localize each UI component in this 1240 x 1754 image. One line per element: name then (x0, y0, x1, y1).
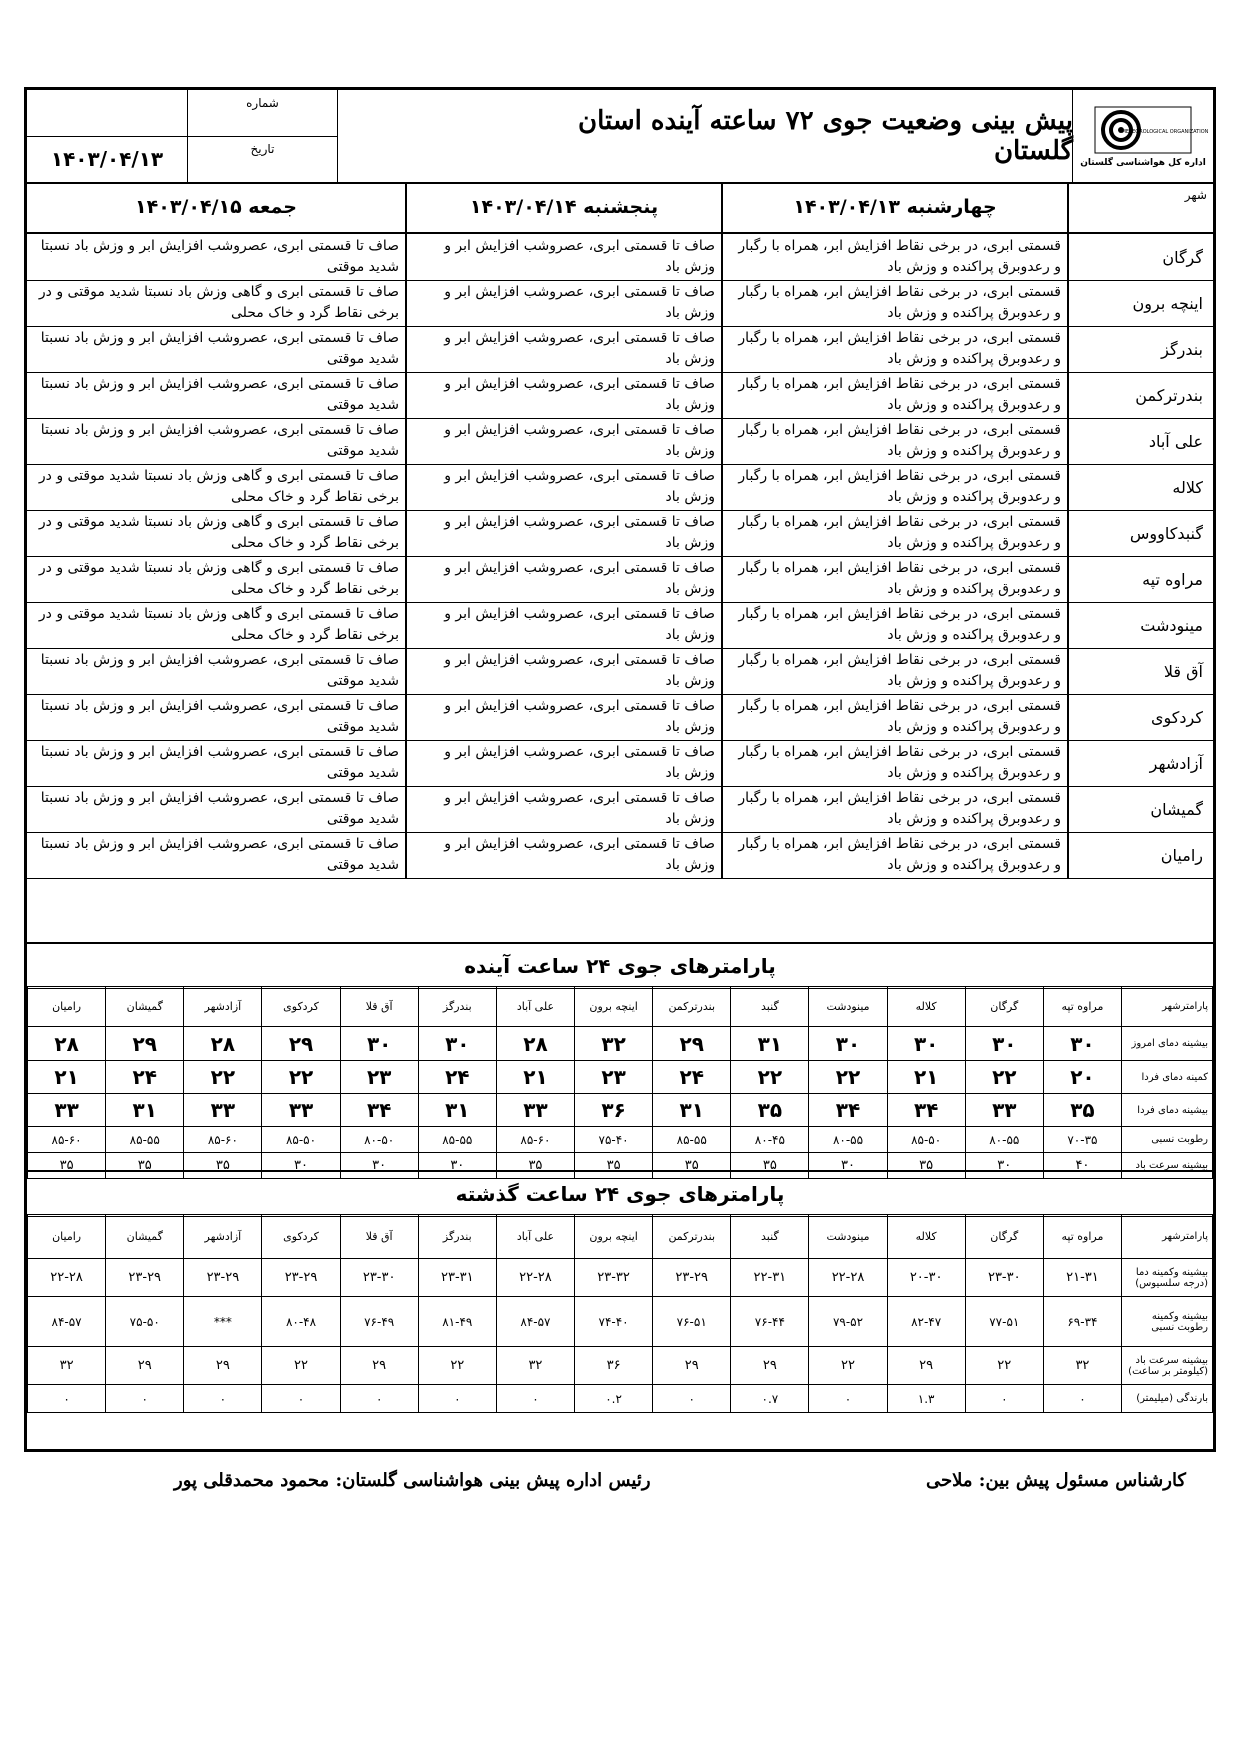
forecast-row (27, 510, 1213, 557)
param-value: ۲۳ (575, 1061, 653, 1094)
param-value: ۰ (262, 1385, 340, 1413)
param-value: ۶۹-۳۴ (1043, 1297, 1121, 1347)
param-row (28, 1259, 1213, 1297)
forecast-d1: قسمتی ابری، در برخی نقاط افزایش ابر، همراه با رگبار و رعدوبرق پراکنده و وزش باد (721, 648, 1067, 694)
param-value: ۲۲ (731, 1061, 809, 1094)
param-city-header: رامیان (28, 1215, 106, 1259)
date-label: تاریخ (187, 136, 337, 182)
date-value: ۱۴۰۳/۰۴/۱۳ (50, 147, 164, 171)
param-value: ۳۳ (965, 1094, 1043, 1127)
param-value: ۰ (340, 1385, 418, 1413)
param-value: ۸۵-۵۵ (106, 1127, 184, 1153)
param-city-header: اینچه برون (575, 1215, 653, 1259)
forecast-d2: صاف تا قسمتی ابری، عصروشب افزایش ابر و وزش باد (405, 326, 721, 372)
param-city-header: اینچه برون (575, 987, 653, 1027)
param-value: ۳۰ (418, 1027, 496, 1061)
param-value: ۰ (418, 1385, 496, 1413)
param-value: ۲۲-۲۸ (28, 1259, 106, 1297)
param-city-header: آزادشهر (184, 1215, 262, 1259)
param-city-header: رامیان (28, 987, 106, 1027)
param-row (28, 1385, 1213, 1413)
forecast-d3: صاف تا قسمتی ابری، عصروشب افزایش ابر و وزش باد نسبتا شدید موقتی (40, 744, 399, 781)
param-row (28, 1347, 1213, 1385)
param-value: ۰ (653, 1385, 731, 1413)
params-past-table (27, 1214, 1213, 1413)
city-name: مراوه تپه (1067, 556, 1213, 602)
param-value: ۳۰ (418, 1153, 496, 1179)
param-value: ۸۵-۶۰ (184, 1127, 262, 1153)
param-city-header: گنبد (731, 1215, 809, 1259)
param-value: ۲۳-۳۰ (340, 1259, 418, 1297)
param-value: ۲۲-۳۱ (731, 1259, 809, 1297)
city-name: مینودشت (1067, 602, 1213, 648)
param-value: ۲۳-۳۰ (965, 1259, 1043, 1297)
param-city-header: کلاله (887, 987, 965, 1027)
param-city-header: مراوه تپه (1043, 987, 1121, 1027)
param-value: ۲۱ (887, 1061, 965, 1094)
param-value: ۳۵ (184, 1153, 262, 1179)
param-value: ۸۲-۴۷ (887, 1297, 965, 1347)
param-row (28, 1297, 1213, 1347)
param-value: ۲۳-۳۲ (575, 1259, 653, 1297)
day-header-2: پنجشنبه ۱۴۰۳/۰۴/۱۴ (405, 182, 721, 234)
forecast-sheet (24, 87, 1216, 1452)
param-value: ۷۷-۵۱ (965, 1297, 1043, 1347)
forecast-d3: صاف تا قسمتی ابری و گاهی وزش باد نسبتا شدید موقتی و در برخی نقاط گرد و خاک محلی (38, 606, 399, 643)
city-name: گنبدکاووس (1067, 510, 1213, 556)
param-value: ۳۵ (575, 1153, 653, 1179)
param-value: ۳۶ (575, 1094, 653, 1127)
param-label: بیشینه وکمینه دما (درجه سلسیوس) (1122, 1259, 1213, 1297)
forecast-row (27, 648, 1213, 695)
forecast-d3: صاف تا قسمتی ابری، عصروشب افزایش ابر و وزش باد نسبتا شدید موقتی (40, 422, 399, 459)
forecast-d1: قسمتی ابری، در برخی نقاط افزایش ابر، همراه با رگبار و رعدوبرق پراکنده و وزش باد (721, 556, 1067, 602)
header (27, 90, 1213, 184)
param-value: ۲۹ (731, 1347, 809, 1385)
param-value: ۲۲ (809, 1347, 887, 1385)
param-value: ۲۱-۳۱ (1043, 1259, 1121, 1297)
forecast-d3: صاف تا قسمتی ابری، عصروشب افزایش ابر و وزش باد نسبتا شدید موقتی (40, 698, 399, 735)
param-value: ۲۳-۲۹ (106, 1259, 184, 1297)
forecast-d1: قسمتی ابری، در برخی نقاط افزایش ابر، همراه با رگبار و رعدوبرق پراکنده و وزش باد (721, 418, 1067, 464)
param-value: ۲۹ (184, 1347, 262, 1385)
forecast-d2: صاف تا قسمتی ابری، عصروشب افزایش ابر و وزش باد (405, 510, 721, 556)
city-name: آزادشهر (1067, 740, 1213, 786)
param-value: ۳۰ (262, 1153, 340, 1179)
param-value: ۸۵-۵۰ (262, 1127, 340, 1153)
page-title: پیش بینی وضعیت جوی ۷۲ ساعته آینده استان گلستان (578, 106, 1073, 166)
param-value: ۳۴ (340, 1094, 418, 1127)
param-value: ۸۰-۴۵ (731, 1127, 809, 1153)
param-value: ۲۲-۲۸ (496, 1259, 574, 1297)
param-value: ۳۱ (418, 1094, 496, 1127)
param-header-label: پارامترشهر (1122, 1215, 1213, 1259)
param-city-header: آق قلا (340, 987, 418, 1027)
param-label: بیشینه وکمینه رطوبت نسبی (1122, 1297, 1213, 1347)
param-city-header: بندرترکمن (653, 1215, 731, 1259)
param-value: ۳۵ (731, 1153, 809, 1179)
forecast-d1: قسمتی ابری، در برخی نقاط افزایش ابر، همراه با رگبار و رعدوبرق پراکنده و وزش باد (721, 280, 1067, 326)
param-value: ۷۴-۴۰ (575, 1297, 653, 1347)
param-value: ۰.۲ (575, 1385, 653, 1413)
param-value: ۲۹ (653, 1027, 731, 1061)
city-name: کردکوی (1067, 694, 1213, 740)
param-city-header: آق قلا (340, 1215, 418, 1259)
forecast-d2: صاف تا قسمتی ابری، عصروشب افزایش ابر و وزش باد (405, 602, 721, 648)
param-value: ۳۲ (28, 1347, 106, 1385)
forecast-row (27, 694, 1213, 741)
day-header-3: جمعه ۱۴۰۳/۰۴/۱۵ (27, 182, 405, 234)
param-value: ۰ (496, 1385, 574, 1413)
param-city-header: گنبد (731, 987, 809, 1027)
param-value: ۷۶-۴۹ (340, 1297, 418, 1347)
param-value: ۲۳-۲۹ (184, 1259, 262, 1297)
param-value: ۱.۳ (887, 1385, 965, 1413)
forecast-d3: صاف تا قسمتی ابری، عصروشب افزایش ابر و وزش باد نسبتا شدید موقتی (40, 790, 399, 827)
param-value: ۲۲ (965, 1061, 1043, 1094)
logo-icon (1093, 105, 1209, 155)
param-label: رطوبت نسبی (1122, 1127, 1213, 1153)
meta-box (27, 90, 338, 182)
param-header-label: پارامترشهر (1122, 987, 1213, 1027)
forecast-d2: صاف تا قسمتی ابری، عصروشب افزایش ابر و وزش باد (405, 832, 721, 878)
param-value: ۲۲ (418, 1347, 496, 1385)
param-value: ۳۱ (731, 1027, 809, 1061)
param-value: ۷۶-۴۴ (731, 1297, 809, 1347)
param-value: ۰ (809, 1385, 887, 1413)
param-value: ۳۰ (887, 1027, 965, 1061)
param-value: ۳۰ (965, 1153, 1043, 1179)
param-value: ۳۰ (1043, 1027, 1121, 1061)
forecast-d3: صاف تا قسمتی ابری و گاهی وزش باد نسبتا شدید موقتی و در برخی نقاط گرد و خاک محلی (38, 468, 399, 505)
param-value: ۴۰ (1043, 1153, 1121, 1179)
city-name: رامیان (1067, 832, 1213, 878)
param-value: ۳۰ (340, 1153, 418, 1179)
param-city-header: کردکوی (262, 987, 340, 1027)
forecast-d2: صاف تا قسمتی ابری، عصروشب افزایش ابر و وزش باد (405, 234, 721, 280)
param-value: ۸۰-۵۰ (340, 1127, 418, 1153)
number-label: شماره (187, 90, 337, 136)
logo-caption: اداره کل هواشناسی گلستان (1080, 157, 1206, 168)
day-header-1: چهارشنبه ۱۴۰۳/۰۴/۱۳ (721, 182, 1067, 234)
forecast-d1: قسمتی ابری، در برخی نقاط افزایش ابر، همراه با رگبار و رعدوبرق پراکنده و وزش باد (721, 464, 1067, 510)
param-row (28, 1027, 1213, 1061)
forecast-d2: صاف تا قسمتی ابری، عصروشب افزایش ابر و وزش باد (405, 786, 721, 832)
param-value: ۲۲ (262, 1347, 340, 1385)
param-city-header: گمیشان (106, 1215, 184, 1259)
forecast-d1: قسمتی ابری، در برخی نقاط افزایش ابر، همراه با رگبار و رعدوبرق پراکنده و وزش باد (721, 832, 1067, 878)
forecast-row (27, 234, 1213, 281)
param-value: ۲۹ (262, 1027, 340, 1061)
forecast-row (27, 280, 1213, 327)
param-value: ۸۴-۵۷ (496, 1297, 574, 1347)
param-city-header: مینودشت (809, 1215, 887, 1259)
param-label: بیشینه سرعت باد (1122, 1153, 1213, 1179)
param-value: ۰ (965, 1385, 1043, 1413)
forecast-d1: قسمتی ابری، در برخی نقاط افزایش ابر، همراه با رگبار و رعدوبرق پراکنده و وزش باد (721, 234, 1067, 280)
forecast-row (27, 372, 1213, 419)
param-value: ۸۵-۵۵ (653, 1127, 731, 1153)
param-value: ۸۵-۶۰ (496, 1127, 574, 1153)
param-value: ۲۰-۳۰ (887, 1259, 965, 1297)
param-value: ۲۸ (28, 1027, 106, 1061)
param-value: ۲۴ (106, 1061, 184, 1094)
param-value: ۲۳-۲۹ (262, 1259, 340, 1297)
param-value: ۲۹ (653, 1347, 731, 1385)
param-value: ۲۹ (106, 1347, 184, 1385)
forecast-d2: صاف تا قسمتی ابری، عصروشب افزایش ابر و وزش باد (405, 280, 721, 326)
param-city-header: گمیشان (106, 987, 184, 1027)
param-value: ۲۸ (496, 1027, 574, 1061)
forecast-d3: صاف تا قسمتی ابری، عصروشب افزایش ابر و وزش باد نسبتا شدید موقتی (40, 330, 399, 367)
param-row (28, 1127, 1213, 1153)
param-value: ۲۴ (418, 1061, 496, 1094)
param-city-header: گرگان (965, 1215, 1043, 1259)
city-name: بندرترکمن (1067, 372, 1213, 418)
param-value: ۳۰ (809, 1027, 887, 1061)
forecast-d2: صاف تا قسمتی ابری، عصروشب افزایش ابر و وزش باد (405, 740, 721, 786)
forecast-row (27, 556, 1213, 603)
city-name: گمیشان (1067, 786, 1213, 832)
param-city-header: بندرترکمن (653, 987, 731, 1027)
param-city-header: کلاله (887, 1215, 965, 1259)
param-value: ۷۵-۵۰ (106, 1297, 184, 1347)
param-label: کمینه دمای فردا (1122, 1061, 1213, 1094)
forecast-d1: قسمتی ابری، در برخی نقاط افزایش ابر، همراه با رگبار و رعدوبرق پراکنده و وزش باد (721, 694, 1067, 740)
forecast-d2: صاف تا قسمتی ابری، عصروشب افزایش ابر و وزش باد (405, 418, 721, 464)
param-city-header: مینودشت (809, 987, 887, 1027)
params-past-title: پارامترهای جوی ۲۴ ساعت گذشته (27, 1170, 1213, 1217)
param-value: ۳۶ (575, 1347, 653, 1385)
param-value: ۳۱ (653, 1094, 731, 1127)
city-name: اینچه برون (1067, 280, 1213, 326)
param-city-header: گرگان (965, 987, 1043, 1027)
param-value: ۰ (106, 1385, 184, 1413)
param-label: بیشینه دمای امروز (1122, 1027, 1213, 1061)
param-value: ۸۰-۵۵ (809, 1127, 887, 1153)
param-value: ۲۳-۳۱ (418, 1259, 496, 1297)
param-city-header: مراوه تپه (1043, 1215, 1121, 1259)
param-value: ۳۲ (1043, 1347, 1121, 1385)
forecast-d1: قسمتی ابری، در برخی نقاط افزایش ابر، همراه با رگبار و رعدوبرق پراکنده و وزش باد (721, 602, 1067, 648)
param-value: *** (184, 1297, 262, 1347)
param-value: ۳۱ (106, 1094, 184, 1127)
param-value: ۸۵-۶۰ (28, 1127, 106, 1153)
logo-text: METEOROLOGICAL ORGANIZATION (1121, 128, 1209, 135)
param-value: ۳۵ (731, 1094, 809, 1127)
param-value: ۲۱ (496, 1061, 574, 1094)
param-row (28, 1061, 1213, 1094)
param-value: ۳۰ (965, 1027, 1043, 1061)
param-value: ۳۰ (809, 1153, 887, 1179)
forecast-d2: صاف تا قسمتی ابری، عصروشب افزایش ابر و وزش باد (405, 648, 721, 694)
forecast-row (27, 602, 1213, 649)
param-label: بیشینه سرعت باد (کیلومتر بر ساعت) (1122, 1347, 1213, 1385)
forecast-d1: قسمتی ابری، در برخی نقاط افزایش ابر، همراه با رگبار و رعدوبرق پراکنده و وزش باد (721, 510, 1067, 556)
param-value: ۳۲ (496, 1347, 574, 1385)
param-city-header: علی آباد (496, 987, 574, 1027)
forecast-d3: صاف تا قسمتی ابری، عصروشب افزایش ابر و وزش باد نسبتا شدید موقتی (40, 836, 399, 873)
head-credit: رئیس اداره پیش بینی هواشناسی گلستان: محمود محمدقلی پور (174, 1470, 651, 1491)
city-name: گرگان (1067, 234, 1213, 280)
param-city-header: بندرگز (418, 987, 496, 1027)
params-next-table (27, 986, 1213, 1179)
param-value: ۸۵-۵۵ (418, 1127, 496, 1153)
param-value: ۳۲ (575, 1027, 653, 1061)
param-value: ۳۵ (496, 1153, 574, 1179)
forecast-d1: قسمتی ابری، در برخی نقاط افزایش ابر، همراه با رگبار و رعدوبرق پراکنده و وزش باد (721, 740, 1067, 786)
param-value: ۳۰ (340, 1027, 418, 1061)
logo (1072, 90, 1213, 182)
param-value: ۷۶-۵۱ (653, 1297, 731, 1347)
forecast-d3: صاف تا قسمتی ابری، عصروشب افزایش ابر و وزش باد نسبتا شدید موقتی (40, 652, 399, 689)
param-value: ۰ (1043, 1385, 1121, 1413)
forecast-row (27, 740, 1213, 787)
city-name: آق قلا (1067, 648, 1213, 694)
forecast-d3: صاف تا قسمتی ابری، عصروشب افزایش ابر و وزش باد نسبتا شدید موقتی (40, 376, 399, 413)
city-name: بندرگز (1067, 326, 1213, 372)
forecast-row (27, 832, 1213, 879)
param-value: ۳۴ (887, 1094, 965, 1127)
param-value: ۲۴ (653, 1061, 731, 1094)
param-row (28, 1094, 1213, 1127)
param-city-header: علی آباد (496, 1215, 574, 1259)
number-value (27, 90, 187, 136)
param-value: ۷۹-۵۲ (809, 1297, 887, 1347)
forecast-row (27, 464, 1213, 511)
param-value: ۳۳ (496, 1094, 574, 1127)
param-value: ۸۱-۴۹ (418, 1297, 496, 1347)
param-value: ۰ (184, 1385, 262, 1413)
param-city-header: آزادشهر (184, 987, 262, 1027)
param-city-header: بندرگز (418, 1215, 496, 1259)
param-value: ۳۵ (28, 1153, 106, 1179)
footer (24, 1462, 1216, 1502)
forecaster-credit: کارشناس مسئول پیش بین: ملاحی (926, 1470, 1186, 1491)
param-value: ۳۵ (1043, 1094, 1121, 1127)
param-value: ۲۹ (106, 1027, 184, 1061)
param-value: ۳۴ (809, 1094, 887, 1127)
param-value: ۳۳ (262, 1094, 340, 1127)
forecast-row (27, 326, 1213, 373)
city-name: کلاله (1067, 464, 1213, 510)
forecast-d3: صاف تا قسمتی ابری و گاهی وزش باد نسبتا شدید موقتی و در برخی نقاط گرد و خاک محلی (38, 514, 399, 551)
forecast-d2: صاف تا قسمتی ابری، عصروشب افزایش ابر و وزش باد (405, 556, 721, 602)
forecast-d3: صاف تا قسمتی ابری و گاهی وزش باد نسبتا شدید موقتی و در برخی نقاط گرد و خاک محلی (38, 284, 399, 321)
param-label: بارندگی (میلیمتر) (1122, 1385, 1213, 1413)
param-value: ۸۰-۴۸ (262, 1297, 340, 1347)
param-value: ۲۱ (28, 1061, 106, 1094)
param-value: ۲۳-۲۹ (653, 1259, 731, 1297)
param-label: بیشینه دمای فردا (1122, 1094, 1213, 1127)
param-value: ۷۰-۳۵ (1043, 1127, 1121, 1153)
param-value: ۲۲ (809, 1061, 887, 1094)
param-value: ۲۲ (262, 1061, 340, 1094)
param-value: ۳۵ (887, 1153, 965, 1179)
params-next-title: پارامترهای جوی ۲۴ ساعت آینده (27, 942, 1213, 989)
forecast-d2: صاف تا قسمتی ابری، عصروشب افزایش ابر و وزش باد (405, 372, 721, 418)
forecast-d2: صاف تا قسمتی ابری، عصروشب افزایش ابر و وزش باد (405, 694, 721, 740)
param-value: ۲۲-۲۸ (809, 1259, 887, 1297)
param-value: ۳۳ (28, 1094, 106, 1127)
forecast-d3: صاف تا قسمتی ابری و گاهی وزش باد نسبتا شدید موقتی و در برخی نقاط گرد و خاک محلی (38, 560, 399, 597)
param-city-header: کردکوی (262, 1215, 340, 1259)
param-value: ۸۰-۵۵ (965, 1127, 1043, 1153)
param-value: ۰.۷ (731, 1385, 809, 1413)
param-value: ۲۸ (184, 1027, 262, 1061)
param-value: ۲۹ (340, 1347, 418, 1385)
forecast-d1: قسمتی ابری، در برخی نقاط افزایش ابر، همراه با رگبار و رعدوبرق پراکنده و وزش باد (721, 326, 1067, 372)
forecast-d1: قسمتی ابری، در برخی نقاط افزایش ابر، همراه با رگبار و رعدوبرق پراکنده و وزش باد (721, 372, 1067, 418)
city-header: شهر (1067, 182, 1213, 234)
city-name: علی آباد (1067, 418, 1213, 464)
param-value: ۷۵-۴۰ (575, 1127, 653, 1153)
param-value: ۳۵ (106, 1153, 184, 1179)
forecast-row (27, 418, 1213, 465)
param-value: ۲۲ (965, 1347, 1043, 1385)
param-value: ۲۰ (1043, 1061, 1121, 1094)
param-value: ۳۳ (184, 1094, 262, 1127)
param-value: ۲۳ (340, 1061, 418, 1094)
param-value: ۰ (28, 1385, 106, 1413)
forecast-d2: صاف تا قسمتی ابری، عصروشب افزایش ابر و وزش باد (405, 464, 721, 510)
forecast-row (27, 786, 1213, 833)
param-value: ۸۵-۵۰ (887, 1127, 965, 1153)
param-value: ۲۹ (887, 1347, 965, 1385)
forecast-d3: صاف تا قسمتی ابری، عصروشب افزایش ابر و وزش باد نسبتا شدید موقتی (40, 238, 399, 275)
forecast-d1: قسمتی ابری، در برخی نقاط افزایش ابر، همراه با رگبار و رعدوبرق پراکنده و وزش باد (721, 786, 1067, 832)
param-value: ۳۵ (653, 1153, 731, 1179)
param-value: ۸۴-۵۷ (28, 1297, 106, 1347)
param-value: ۲۲ (184, 1061, 262, 1094)
